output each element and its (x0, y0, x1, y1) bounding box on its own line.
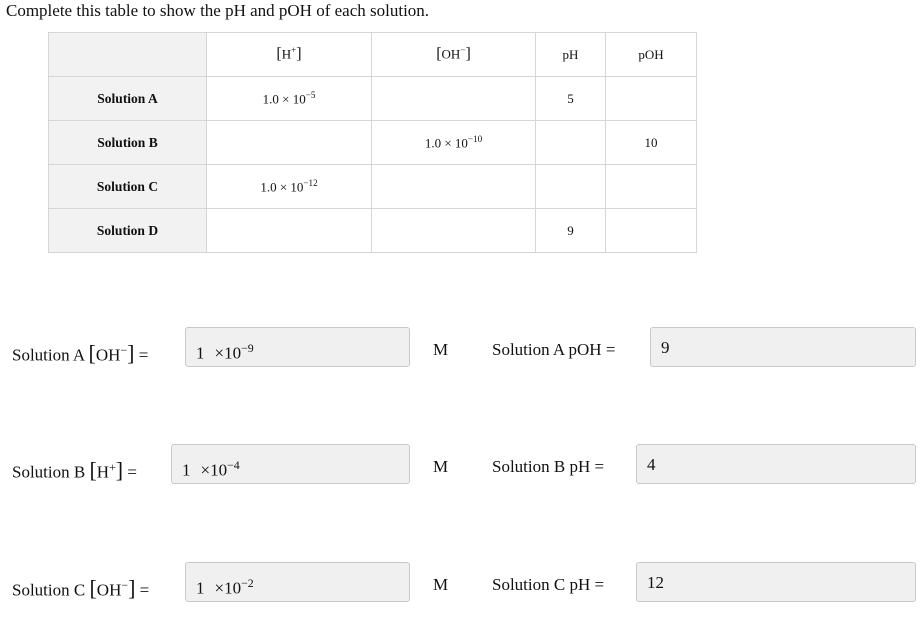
table-row (49, 165, 697, 209)
answer-c-ph-input[interactable]: 12 (636, 562, 916, 602)
cell-ph (536, 165, 606, 209)
ion-base: OH (96, 580, 122, 600)
unit-molar: M (433, 340, 449, 359)
bracket-close: ] (296, 45, 302, 63)
answer-exponent: −2 (241, 576, 254, 590)
answer-row-c (0, 562, 921, 606)
bracket-close: ] (128, 575, 136, 601)
cell-oh-ion (372, 165, 536, 209)
cell-h-ion (207, 121, 372, 165)
answer-coefficient: 1 (182, 460, 191, 480)
answer-b-h-label (12, 444, 137, 488)
table-row (49, 77, 697, 121)
answer-a-oh-label (12, 327, 148, 371)
row-label: Solution C (49, 165, 207, 209)
cell-exponent: −5 (305, 89, 316, 100)
bracket-open: [ (436, 45, 442, 63)
answer-a-poh-input[interactable]: 9 (650, 327, 916, 367)
table-row (49, 121, 697, 165)
answer-b-ph-label: Solution B pH = (492, 457, 605, 476)
ion-charge: − (120, 343, 128, 357)
header-poh: pOH (606, 33, 697, 77)
bracket-open: [ (89, 457, 97, 483)
ion-base: H (281, 46, 292, 62)
cell-h-ion (207, 77, 372, 121)
answer-coefficient: 1 (196, 343, 205, 363)
header-ph: pH (536, 33, 606, 77)
answer-exponent: −4 (227, 458, 240, 472)
answer-c-ph-label: Solution C pH = (492, 575, 605, 594)
bracket-open: [ (89, 575, 97, 601)
answer-b-h-input[interactable] (171, 444, 410, 484)
answer-b-ph-input[interactable]: 4 (636, 444, 916, 484)
cell-mantissa: 1.0 × 10 (424, 135, 468, 151)
ion-charge: + (109, 460, 116, 474)
cell-h-ion (207, 165, 372, 209)
answer-times-ten: ×10 (200, 460, 228, 480)
cell-poh (606, 209, 697, 253)
answer-times-ten: ×10 (214, 578, 242, 598)
equals-sign: = (138, 345, 149, 365)
cell-h-ion (207, 209, 372, 253)
equals-sign: = (127, 462, 137, 482)
answer-a-poh-label: Solution A pOH = (492, 340, 616, 359)
answer-row-b (0, 444, 921, 488)
ion-charge: − (121, 578, 129, 592)
bracket-close: ] (115, 457, 124, 483)
answer-coefficient: 1 (196, 578, 205, 598)
row-label: Solution B (49, 121, 207, 165)
header-oh-ion (372, 33, 536, 77)
table-row (49, 209, 697, 253)
cell-poh (606, 165, 697, 209)
label-prefix: Solution C (12, 580, 86, 600)
ion-base: H (96, 462, 110, 482)
unit-molar: M (433, 457, 449, 476)
bracket-close: ] (465, 45, 471, 63)
row-label: Solution D (49, 209, 207, 253)
bracket-open: [ (276, 45, 282, 63)
cell-oh-ion (372, 77, 536, 121)
cell-poh (606, 77, 697, 121)
cell-exponent: −10 (467, 133, 483, 144)
cell-mantissa: 1.0 × 10 (260, 179, 304, 195)
cell-ph (536, 121, 606, 165)
bracket-close: ] (127, 340, 135, 366)
answer-row-a (0, 327, 921, 371)
instruction-text: Complete this table to show the pH and pOH of each solution. (6, 1, 430, 20)
answer-a-oh-input[interactable] (185, 327, 410, 367)
equals-sign: = (139, 580, 150, 600)
ph-poh-table (48, 32, 697, 253)
cell-exponent: −12 (303, 177, 318, 188)
cell-oh-ion (372, 121, 536, 165)
table-corner-cell (49, 33, 207, 77)
cell-oh-ion (372, 209, 536, 253)
answer-times-ten: ×10 (214, 343, 242, 363)
unit-molar: M (433, 575, 449, 594)
ion-base: OH (95, 345, 121, 365)
cell-poh: 10 (606, 121, 697, 165)
ion-charge: − (460, 45, 466, 56)
label-prefix: Solution A (12, 345, 85, 365)
bracket-open: [ (88, 340, 96, 366)
answer-c-oh-label (12, 562, 149, 606)
answer-c-oh-input[interactable] (185, 562, 410, 602)
row-label: Solution A (49, 77, 207, 121)
table-header-row (49, 33, 697, 77)
cell-ph: 9 (536, 209, 606, 253)
answer-exponent: −9 (241, 341, 254, 355)
cell-ph: 5 (536, 77, 606, 121)
ion-base: OH (441, 46, 461, 62)
ion-charge: + (291, 45, 297, 56)
header-h-ion (207, 33, 372, 77)
cell-mantissa: 1.0 × 10 (262, 91, 306, 107)
label-prefix: Solution B (12, 462, 86, 482)
